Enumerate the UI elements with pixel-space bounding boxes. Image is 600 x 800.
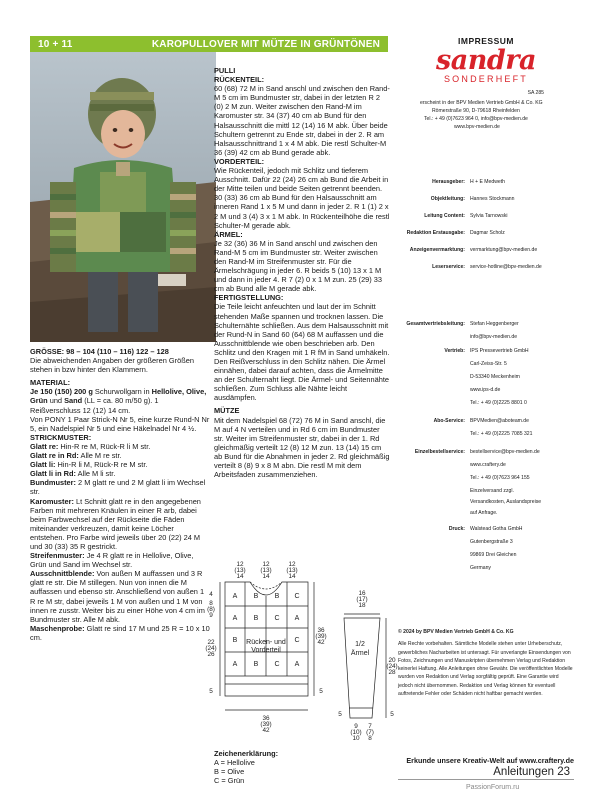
sleeve-dim-bl: 9 [354, 723, 358, 730]
website: www.bpv-medien.de [454, 124, 500, 130]
pulli-heading: PULLI [214, 66, 236, 75]
info-row: Druck: Walstead Gotha GmbH Gutenbergstraße 3 99869 Drei Gleichen Germany [448, 526, 523, 571]
issue-number: SA 285 [527, 90, 544, 96]
finishing-text: Die Teile leicht anfeuchten und laut der im Schnitt stehenden Maße spannen und trocknen lassen. Die Schulternähte schließen. Aus dem Halsausschnitt mit der Rund-N in Sand 60 (64) 68 M auffassen und die Ausschnittblende wie oben beschrieben arb. Den Schlitz und den Kragen mit 1 R fM in Sand umhäkeln. Den Reißverschluss in den Schlitz nähen. Die Ärmel einnähen, dabei darauf achten, dass die Ärmelmitte an der Schulternaht liegt. Die Ärmel- und Seitennähte schließen. Zum Schluss alle Nähte leicht ausdämpfen. [214, 302, 390, 403]
dim-right-5: 5 [319, 688, 323, 695]
column-instructions [214, 66, 390, 479]
body-label: Rücken- und [246, 639, 286, 646]
stitch-item: Glatt li: Hin-R li M, Rück-R re M str. [30, 460, 148, 470]
dim-right-36: (39) [315, 633, 327, 640]
sleeve-dim-right: (24) [386, 663, 398, 670]
back-text: 60 (68) 72 M in Sand anschl und zwischen den Rand-M 5 cm im Bundmuster str, dabei in der letzten R 2 (0) 2 M zun. Weiter zwischen den Rand-M im Karomuster str. 34 (37) 40 cm ab Bund für den Halsausschnitt die mittl 12 (14) 16 M abk. Über beide Schultern getrennt zu Ende str, dabei in der 2. R am Halsausschnittrand 1 x 4 M abk. Die restl Schulter-M 36 (39) 42 cm ab Bund gerade abk. [214, 84, 390, 157]
dim-left-22: (24) [205, 645, 217, 652]
sleeve-label: Ärmel [350, 650, 370, 657]
dim-left-8: 9 [209, 612, 213, 619]
craftery-link[interactable]: Erkunde unsere Kreativ-Welt auf www.craftery.de [406, 756, 574, 765]
diagram-cell-letter: C [294, 637, 300, 644]
front-heading: VORDERTEIL: [214, 156, 265, 166]
diagram-cell-letter: B [253, 615, 259, 622]
dim-right-36: 42 [317, 639, 325, 646]
dim-left-4: 4 [209, 591, 213, 598]
diagram-cell-letter: C [294, 593, 300, 600]
stitch-item: Bundmuster: 2 M glatt re und 2 M glatt li im Wechsel str. [30, 478, 206, 497]
pattern-heading: STRICKMUSTER: [30, 432, 92, 442]
sleeve-dim-bl: (10) [350, 729, 362, 736]
dim-bottom: (39) [260, 721, 272, 728]
dim-top-left: 12 [236, 561, 244, 568]
dim-left-5: 5 [209, 688, 213, 695]
info-row: Abo-Service: BPVMedien@aboteam.de Tel.: + 49 (0)2225 7085 321 [433, 418, 533, 437]
diagram-cell-letter: B [274, 593, 280, 600]
copyright: © 2024 by BPV Medien Vertrieb GmbH & Co. KG [398, 629, 514, 635]
diagram-cell-letter: A [232, 593, 238, 600]
copyright-block [398, 628, 574, 698]
legend [214, 749, 278, 785]
sleeve-text: Je 32 (36) 36 M in Sand anschl und zwischen den Rand-M 5 cm im Bundmuster str. Weiter zwischen den Rand-M im Streifenmuster str. Für die Ärmelschrägung in jeder 6. R beids 5 (10) 13 x 1 M und dann in jeder 4. R 7 (2) 0 x 1 M zun. 25 (29) 33 cm ab Bund alle M gerade abk. [214, 238, 383, 294]
staff-row: Leitung Content: Sylvia Tarnowski [424, 213, 508, 219]
sleeve-heading: ÄRMEL: [214, 229, 243, 239]
diagram-cell-letter: B [253, 661, 259, 668]
sleeve-label: 1/2 [355, 641, 365, 648]
sleeve-dim-5l: 5 [338, 711, 342, 718]
diagram-cell-letter: C [274, 615, 280, 622]
dim-left-8: 8 [209, 600, 213, 607]
diagram-cell-letter: A [232, 661, 238, 668]
sleeve-dim-br: (7) [366, 729, 374, 736]
distribution-info [398, 320, 574, 572]
stitch-item: Glatt li in Rd: Alle M li str. [30, 469, 116, 479]
legend-item: B = Olive [214, 767, 245, 777]
dim-top-right: 12 [288, 561, 296, 568]
page-number: 23 [557, 766, 570, 778]
diagram-cell-letter: A [294, 615, 300, 622]
legend-item: C = Grün [214, 776, 245, 786]
watermark: PassionForum.ru [466, 784, 520, 791]
hat-text: Mit dem Nadelspiel 68 (72) 76 M in Sand anschl, die M auf 4 N verteilen und in Rd 6 cm im Bundmuster str. Weiter im Streifenmuster str, dabei in der 1. Rd gleichmäßig verteilt 12 (8) 12 M zun. 13 (14) 15 cm ab Bund für die Abnahmen in jeder 2. Rd gleichmäßig verteilt 8 (8) 9 x 8 M abn. Die restl M mit dem Arbeitsfaden zusammenziehen. [214, 415, 390, 480]
diagram-cell-letter: B [253, 593, 259, 600]
staff-row: Anzeigenvermarktung: vermarktung@bpv-medien.de [409, 247, 538, 253]
address: Römerstraße 90, D-79618 Rheinfelden [432, 108, 520, 114]
dim-left-22: 26 [207, 651, 215, 658]
stitch-item: Karomuster: Lt Schnitt glatt re in den angegebenen Farben mit mehreren Knäulen in einer R arb, dabei beim Farbwechsel auf der Rückseite die Fäden miteinander verkreuzen, damit keine Löcher entstehen. Pro Farbe wird jeweils über 20 (22) 24 M und 30 (33) 35 R gestrickt. [30, 496, 201, 551]
stitch-item: Glatt re in Rd: Alle M re str. [30, 451, 122, 461]
size-heading: GRÖSSE: 98 – 104 (110 – 116) 122 – 128 [30, 347, 169, 356]
pattern-title: KAROPULLOVER MIT MÜTZE IN GRÜNTÖNEN [151, 38, 380, 50]
sleeve-dim-top: (17) [356, 596, 368, 603]
sleeve-dim-right: 20 [388, 657, 396, 664]
info-row: Vertrieb: IPS Pressevertrieb GmbH Carl-Zeiss-Str. 5 D-53340 Meckenheim www.ips-d.de Tel.: + 49 (0)2225 8801 0 [444, 348, 529, 406]
column-materials [30, 347, 210, 642]
body-label: Vorderteil [251, 647, 281, 654]
sleeve-dim-bl: 10 [352, 735, 360, 742]
sleeve-dim-br: 7 [368, 723, 372, 730]
legal-text: Alle Rechte vorbehalten. Sämtliche Modelle stehen unter Urheberschutz, gewerbliches Nacharbeiten ist untersagt. Für unverlangte Einsendungen von Fotos, Zeichnungen und Manuskripten übernehmen Verlag und Redaktion keinerlei Haftung. Alle Anleitungen ohne Gewähr. Die veröffentlichten Modelle wurden von Redaktion und Verlag sorgfältig geprüft. Eine Garantie wird jedoch nicht übernommen. Redaktion und Verlag können für eventuell auftretende Fehler oder Schäden nicht haftbar gemacht werden. [398, 641, 573, 698]
dim-top-right: (13) [286, 567, 298, 574]
dim-left-22: 22 [207, 639, 215, 646]
sleeve-dim-5r: 5 [390, 711, 394, 718]
legend-item: A = Hellolive [214, 758, 255, 768]
dim-top-left: (13) [234, 567, 246, 574]
staff-row: Leserservice: service-hotline@bpv-medien.de [432, 264, 542, 270]
dim-top-right: 14 [288, 573, 296, 580]
stitch-item: Streifenmuster: Je 4 R glatt re in Hellolive, Olive, Grün und Sand im Wechsel str. [30, 551, 194, 570]
dim-left-8: (8) [207, 606, 215, 613]
stitch-item: Maschenprobe: Glatt re sind 17 M und 25 R = 10 x 10 cm. [30, 623, 210, 642]
section-header-bar [30, 36, 388, 52]
pattern-number: 10 + 11 [38, 38, 73, 50]
staff-row: Herausgeber: H + E Medweth [432, 179, 505, 185]
impressum-title: IMPRESSUM [458, 36, 514, 46]
dim-right-36: 36 [317, 627, 325, 634]
dim-top-left: 14 [236, 573, 244, 580]
sleeve-dim-top: 16 [358, 590, 366, 597]
finishing-heading: FERTIGSTELLUNG: [214, 293, 284, 303]
publisher: erscheint in der BPV Medien Vertrieb GmbH & Co. KG [420, 100, 543, 106]
diagram-cell-letter: A [232, 615, 238, 622]
staff-list [398, 178, 574, 271]
front-text: Wie Rückenteil, jedoch mit Schlitz und tieferem Ausschnitt. Dafür 22 (24) 26 cm ab Bund die Arbeit in der Mitte teilen und beide Seiten getrennt beenden. 30 (33) 36 cm ab Bund für den Halsausschnitt am inneren Rand 1 x 5 M und dann in jeder 2. R 1 (1) 2 x 2 M und 3 (4) 3 x 1 M abk. In Rückenteilhöhe die restl Schulter-M gerade abk. [214, 166, 390, 230]
dim-bottom: 42 [262, 727, 270, 734]
stitch-item: Glatt re: Hin-R re M, Rück-R li M str. [30, 441, 151, 451]
hat-heading: MÜTZE [214, 406, 240, 416]
legend-heading: Zeichenerklärung: [214, 749, 279, 758]
dim-bottom: 36 [262, 715, 270, 722]
contact: Tel.: + 49 (0)7623 964 0, info@bpv-medien.de [424, 116, 528, 122]
needles-text: Von PONY 1 Paar Strick-N Nr 5, eine kurze Rund-N Nr 5, ein Nadelspiel Nr 5 und eine Häkelnadel Nr 4 ½. [30, 414, 210, 433]
footer-rule [398, 779, 574, 780]
sleeve-dim-right: 28 [388, 669, 396, 676]
impressum [398, 36, 574, 131]
model-photo [30, 52, 216, 342]
sandra-logo: sandra SONDERHEFT [436, 45, 536, 84]
dim-top-mid: (13) [260, 567, 272, 574]
material-heading: MATERIAL: [30, 378, 71, 388]
info-row: Einzelbestellservice: bestellservice@bpv-medien.de www.craftery.de Tel.: + 49 (0)7623 964 155 Einzelversand zzgl. Versandkosten, Auslandspreise auf Anfrage. [414, 449, 542, 516]
material-text: Je 150 (150) 200 g Schurwollgarn in Hellolive, Olive, Grün und Sand (LL = ca. 80 m/50 g). 1 Reißverschluss 12 (12) 14 cm. [30, 387, 207, 415]
stitch-item: Ausschnittblende: Von außen M auffassen und 3 R glatt re str. Die M stillegen. Nun von innen die M auffassen und ebenso str. Anschließend von außen 1 R re M str, dabei jeweils 1 M von außen und 1 M von innen re zusstr. Weiter bis zu einer Höhe von 4 cm im Bundmuster str. Alle M abk. [30, 569, 205, 624]
back-heading: RÜCKENTEIL: [214, 75, 265, 85]
diagram-cell-letter: B [232, 637, 238, 644]
dim-top-mid: 12 [262, 561, 270, 568]
sleeve-dim-br: 8 [368, 735, 372, 742]
info-row: Gesamtvertriebsleitung: Stefan Heggenberger info@bpv-medien.de [406, 321, 519, 340]
diagram-cell-letter: A [294, 661, 300, 668]
staff-row: Redaktion Erstausgabe: Dagmar Scholz [406, 230, 505, 236]
page-footer: Anleitungen 23 [493, 766, 570, 778]
staff-row: Objektleitung: Hannes Stockmann [430, 196, 515, 202]
diagram-cell-letter: C [274, 661, 280, 668]
schematic-diagram [200, 560, 396, 748]
size-text: Die abweichenden Angaben der größeren Größen stehen in bzw hinter den Klammern. [30, 356, 194, 375]
sleeve-dim-top: 18 [358, 602, 366, 609]
dim-top-mid: 14 [262, 573, 270, 580]
